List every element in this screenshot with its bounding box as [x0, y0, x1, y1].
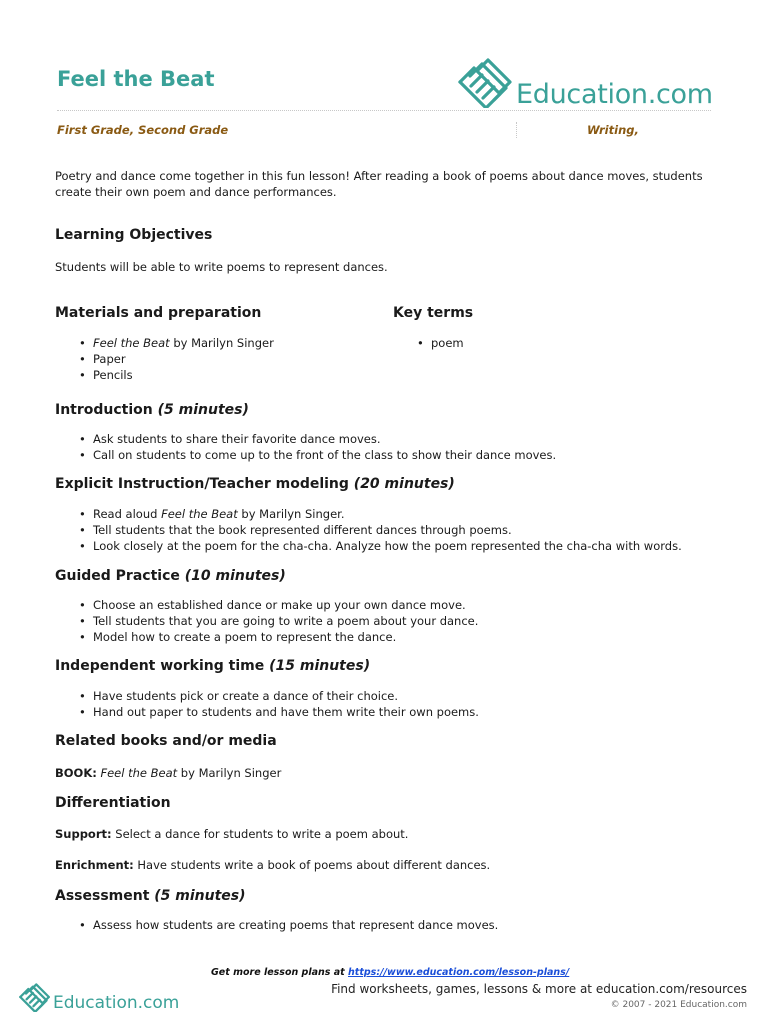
paperclip-stack-icon [18, 982, 50, 1012]
list-item: • Pencils [93, 367, 274, 383]
heading-text: Guided Practice [55, 568, 185, 584]
list-item: • Hand out paper to students and have them write their own poems. [93, 704, 479, 720]
enrichment-line [55, 857, 725, 873]
item-suffix: by Marilyn Singer. [237, 507, 345, 521]
introduction-heading [55, 402, 249, 418]
heading-time: (20 minutes) [353, 476, 455, 492]
list-item: • Assess how students are creating poems that represent dance moves. [93, 917, 498, 933]
header-divider [57, 110, 711, 111]
book-author: by Marilyn Singer [169, 336, 274, 350]
learning-objectives-heading: Learning Objectives [55, 227, 213, 243]
related-books-heading: Related books and/or media [55, 733, 277, 749]
book-title: Feel the Beat [100, 766, 178, 780]
assessment-list [55, 917, 498, 933]
assessment-heading [55, 888, 246, 904]
explicit-instruction-list [55, 506, 682, 554]
list-item [93, 335, 274, 351]
introduction-list [55, 431, 556, 463]
heading-time: (10 minutes) [184, 568, 286, 584]
enrichment-text: Have students write a book of poems about different dances. [133, 858, 491, 872]
support-label: Support: [55, 827, 112, 841]
book-author: by Marilyn Singer [177, 766, 282, 780]
footer-find-text: Find worksheets, games, lessons & more at education.com/resources [331, 982, 747, 996]
heading-time: (5 minutes) [157, 402, 249, 418]
list-item: • Paper [93, 351, 274, 367]
footer-cta-text: Get more lesson plans at [211, 967, 349, 978]
subject-label: Writing, [587, 123, 639, 137]
footer-cta [211, 967, 569, 978]
key-terms-list [393, 335, 464, 351]
list-item: • Model how to create a poem to represent the dance. [93, 629, 478, 645]
heading-text: Assessment [55, 888, 155, 904]
intro-paragraph: Poetry and dance come together in this fun lesson! After reading a book of poems about dance moves, students create their own poem and dance performances. [55, 169, 703, 199]
heading-text: Explicit Instruction/Teacher modeling [55, 476, 354, 492]
footer-logo[interactable] [18, 982, 179, 1012]
heading-text: Introduction [55, 402, 158, 418]
lesson-plans-link[interactable]: https://www.education.com/lesson-plans/ [348, 967, 570, 978]
materials-list [55, 335, 274, 383]
list-item: • poem [431, 335, 464, 351]
key-terms-heading: Key terms [393, 305, 474, 321]
book-title: Feel the Beat [161, 507, 238, 521]
footer-copyright: © 2007 - 2021 Education.com [610, 1000, 747, 1010]
list-item: • Have students pick or create a dance of their choice. [93, 688, 479, 704]
independent-working-list [55, 688, 479, 720]
book-title: Feel the Beat [93, 336, 170, 350]
guided-practice-list [55, 597, 478, 645]
page-title: Feel the Beat [57, 67, 215, 91]
item-prefix: Read aloud [93, 507, 162, 521]
list-item: • Tell students that you are going to write a poem about your dance. [93, 613, 478, 629]
explicit-instruction-heading [55, 476, 455, 492]
header-vertical-divider [516, 122, 517, 138]
learning-objectives-text: Students will be able to write poems to represent dances. [55, 260, 388, 274]
list-item: • Tell students that the book represented different dances through poems. [93, 522, 682, 538]
footer-logo-wordmark: Education.com [53, 993, 180, 1013]
enrichment-label: Enrichment: [55, 858, 134, 872]
independent-working-heading [55, 658, 370, 674]
list-item: • Look closely at the poem for the cha-cha. Analyze how the poem represented the cha-cha with words. [93, 538, 682, 554]
logo-wordmark: Education.com [516, 79, 713, 110]
list-item: • Ask students to share their favorite dance moves. [93, 431, 556, 447]
grade-levels: First Grade, Second Grade [57, 123, 229, 137]
education-logo[interactable] [456, 56, 713, 108]
heading-text: Independent working time [55, 658, 270, 674]
support-text: Select a dance for students to write a poem about. [111, 827, 409, 841]
paperclip-stack-icon [456, 56, 512, 108]
list-item [93, 506, 682, 522]
list-item: • Choose an established dance or make up your own dance move. [93, 597, 478, 613]
heading-time: (5 minutes) [154, 888, 246, 904]
differentiation-heading: Differentiation [55, 795, 171, 811]
heading-time: (15 minutes) [269, 658, 371, 674]
materials-heading: Materials and preparation [55, 305, 262, 321]
guided-practice-heading [55, 568, 286, 584]
support-line [55, 826, 725, 842]
book-label: BOOK: [55, 766, 97, 780]
list-item: • Call on students to come up to the front of the class to show their dance moves. [93, 447, 556, 463]
related-book-line [55, 765, 725, 781]
